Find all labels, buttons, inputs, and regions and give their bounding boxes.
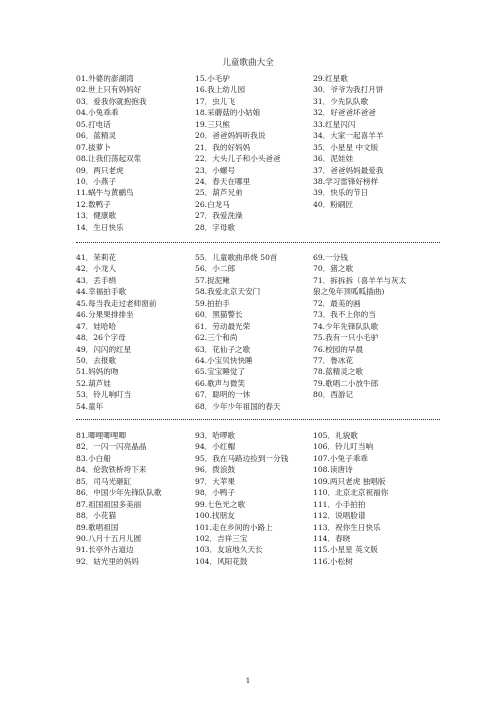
song-list-item: 36．泥娃娃 bbox=[313, 154, 354, 164]
song-list-item: 54.童年 bbox=[76, 401, 104, 411]
song-list-item: 89.歌唱祖国 bbox=[76, 522, 119, 532]
song-list-item: 24．春天在哪里 bbox=[195, 176, 251, 186]
song-list-item: 83.小白船 bbox=[76, 453, 111, 463]
song-list-item: 86．中国少年先锋队队歌 bbox=[76, 488, 162, 498]
song-list-item: 113．祝你生日快乐 bbox=[313, 522, 381, 532]
song-list-item: 98．小鸭子 bbox=[195, 488, 236, 498]
song-column-3 bbox=[313, 430, 436, 567]
song-list-item: 52.葫芦娃 bbox=[76, 378, 111, 388]
song-list-item: 115.小星星 英文版 bbox=[313, 545, 378, 555]
song-list-item: 106．铃儿叮当响 bbox=[313, 442, 374, 452]
song-list-item: 82．一闪一闪亮晶晶 bbox=[76, 442, 147, 452]
song-list-item: 80．西游记 bbox=[313, 390, 354, 400]
song-list-item: 69.一分钱 bbox=[313, 253, 348, 262]
song-list-item: 35．小星星 中文版 bbox=[313, 142, 379, 152]
song-list-item: 109.两只老虎 独唱版 bbox=[313, 476, 386, 486]
song-column-3 bbox=[313, 252, 436, 401]
song-column-1 bbox=[76, 73, 194, 233]
song-list-item: 07.拔萝卜 bbox=[76, 142, 111, 152]
song-column-2 bbox=[195, 73, 313, 233]
song-list-item: 40．粉刷匠 bbox=[313, 199, 354, 209]
song-list-item: 17．虫儿飞 bbox=[195, 96, 236, 106]
song-list-item: 100.找朋友 bbox=[195, 511, 235, 521]
song-list-item: 77．鲁冰花 bbox=[313, 355, 354, 365]
song-section-3 bbox=[76, 430, 436, 570]
song-column-3 bbox=[313, 73, 436, 210]
song-list-item: 28．字母歌 bbox=[195, 222, 236, 232]
song-list-item: 108.读唐诗 bbox=[313, 465, 353, 475]
song-list-item: 02.世上只有妈妈好 bbox=[76, 85, 142, 95]
song-list-item: 92．姑光里的妈妈 bbox=[76, 556, 139, 566]
song-list-item: 05.打电话 bbox=[76, 119, 111, 129]
song-column-2 bbox=[195, 430, 313, 567]
song-list-item: 26.白龙马 bbox=[195, 199, 230, 209]
page-number: 1 bbox=[245, 676, 251, 685]
song-list-item: 01.外婆的澎湖湾 bbox=[76, 74, 134, 83]
song-list-item: 99.七色光之歌 bbox=[195, 499, 246, 509]
song-list-item: 25．葫芦兄弟 bbox=[195, 188, 243, 198]
song-list-item: 74.少年先锋队队歌 bbox=[313, 321, 379, 331]
song-list-item: 10．小燕子 bbox=[76, 176, 117, 186]
song-list-item: 34．大家一起喜羊羊 bbox=[313, 131, 384, 141]
song-list-item: 53．铃儿响叮当 bbox=[76, 390, 132, 400]
song-list-item: 46.分果果排排坐 bbox=[76, 310, 134, 320]
song-list-item: 42．小龙人 bbox=[76, 264, 117, 274]
song-list-item: 93．哈啰歌 bbox=[195, 431, 236, 440]
song-list-item: 41．茉莉花 bbox=[76, 253, 117, 262]
song-list-item: 62.三个和尚 bbox=[195, 333, 238, 343]
song-list-item: 76.校园的早晨 bbox=[313, 344, 364, 354]
song-list-item: 116.小松树 bbox=[313, 556, 353, 566]
song-list-item: 97．大苹果 bbox=[195, 476, 236, 486]
song-list-item: 112．说唱脸谱 bbox=[313, 511, 366, 521]
song-list-item: 22．大头儿子和小头爸爸 bbox=[195, 154, 281, 164]
song-section-1 bbox=[76, 73, 436, 235]
song-list-item: 33.红星闪闪 bbox=[313, 119, 356, 129]
song-list-item: 30．爷爷为我打月饼 bbox=[313, 85, 384, 95]
song-list-item: 38.学习雷锋好榜样 bbox=[313, 176, 379, 186]
song-list-item: 75.我有一只小毛驴 bbox=[313, 333, 379, 343]
song-list-item: 85．司马光砸缸 bbox=[76, 476, 132, 486]
song-list-item: 12.数鸭子 bbox=[76, 199, 111, 209]
song-list-item: 13．健康歌 bbox=[76, 211, 117, 221]
song-list-item: 95．我在马路边捡到一分钱 bbox=[195, 453, 289, 463]
song-list-item: 21．我的好妈妈 bbox=[195, 142, 251, 152]
song-list-item: 70．猪之歌 bbox=[313, 264, 354, 274]
song-list-item: 39．快乐的节日 bbox=[313, 188, 369, 198]
dotted-separator-2 bbox=[76, 419, 440, 420]
song-list-item: 67．聪明的一休 bbox=[195, 390, 251, 400]
dotted-separator-1 bbox=[76, 242, 440, 243]
song-list-item: 65.宝宝睡觉了 bbox=[195, 367, 246, 377]
song-list-item: 04.小兔乖乖 bbox=[76, 108, 119, 118]
song-list-item: 71．拆拆拆（喜羊羊与灰太 bbox=[313, 275, 407, 285]
song-list-item: 84．伦敦铁桥垮下来 bbox=[76, 465, 147, 475]
song-list-item: 15.小毛驴 bbox=[195, 74, 230, 83]
song-list-item: 43．丢手绢 bbox=[76, 275, 117, 285]
song-list-item: 57.捉泥鳅 bbox=[195, 275, 230, 285]
song-list-item: 20．爸爸妈妈听我说 bbox=[195, 131, 266, 141]
song-column-2 bbox=[195, 252, 313, 412]
song-list-item: 56．小二郎 bbox=[195, 264, 236, 274]
song-list-item: 101.走在乡间的小路上 bbox=[195, 522, 273, 532]
song-list-item: 102．吉祥三宝 bbox=[195, 533, 248, 543]
song-list-item: 16.我上幼儿园 bbox=[195, 85, 246, 95]
song-list-item: 81.唧哩唧哩唧 bbox=[76, 431, 127, 440]
page-title: 儿童歌曲大全 bbox=[222, 58, 274, 68]
song-list-item: 66.歌声与微笑 bbox=[195, 378, 246, 388]
song-list-item: 107.小兔子乖乖 bbox=[313, 453, 368, 463]
song-list-item: 09．两只老虎 bbox=[76, 165, 124, 175]
song-list-item: 11.蜗牛与黄鹂鸟 bbox=[76, 188, 134, 198]
song-list-item: 96．拨浪鼓 bbox=[195, 465, 236, 475]
song-list-item: 49．闪闪的红星 bbox=[76, 344, 132, 354]
song-list-item: 90.八月十五月儿圆 bbox=[76, 533, 142, 543]
song-list-item: 狼之兔年顶呱呱插曲) bbox=[313, 287, 385, 297]
song-list-item: 104．风阳花鼓 bbox=[195, 556, 248, 566]
song-list-item: 105．礼貌歌 bbox=[313, 431, 358, 440]
song-list-item: 23．小螺号 bbox=[195, 165, 236, 175]
song-list-item: 55．儿童歌曲串烧 50首 bbox=[195, 253, 278, 262]
song-list-item: 73．我不上你的当 bbox=[313, 310, 376, 320]
song-list-item: 63．花仙子之歌 bbox=[195, 344, 251, 354]
song-list-item: 88．小花猫 bbox=[76, 511, 117, 521]
song-list-item: 94．小红帽 bbox=[195, 442, 236, 452]
song-list-item: 48．26个字母 bbox=[76, 333, 126, 343]
song-list-item: 50．去报歌 bbox=[76, 355, 117, 365]
song-list-item: 51.妈妈的吻 bbox=[76, 367, 119, 377]
song-list-item: 45.每当我走过老师窗前 bbox=[76, 298, 157, 308]
song-list-item: 47．娃哈哈 bbox=[76, 321, 117, 331]
song-list-item: 103．友谊地久天长 bbox=[195, 545, 263, 555]
song-list-item: 37．爸爸妈妈最爱我 bbox=[313, 165, 384, 175]
song-list-item: 31．少先队队歌 bbox=[313, 96, 369, 106]
song-list-item: 58.我爱北京天安门 bbox=[195, 287, 261, 297]
song-list-item: 78.蓝精灵之歌 bbox=[313, 367, 364, 377]
song-list-item: 87.祖国祖国多美丽 bbox=[76, 499, 142, 509]
song-list-item: 59.拍拍手 bbox=[195, 298, 230, 308]
song-list-item: 32．好爸爸坏爸爸 bbox=[313, 108, 376, 118]
song-list-item: 27．我爱洗澡 bbox=[195, 211, 243, 221]
song-list-item: 14．生日快乐 bbox=[76, 222, 124, 232]
song-list-item: 110．北京北京祝福你 bbox=[313, 488, 389, 498]
song-list-item: 44.幸福拍手歌 bbox=[76, 287, 127, 297]
song-list-item: 91.长亭外古道边 bbox=[76, 545, 134, 555]
song-list-item: 111．小手拍拍 bbox=[313, 499, 366, 509]
song-list-item: 08.让我们荡起双浆 bbox=[76, 154, 142, 164]
song-list-item: 60．黑猫警长 bbox=[195, 310, 243, 320]
song-list-item: 72．最美的画 bbox=[313, 298, 361, 308]
song-section-2 bbox=[76, 252, 436, 414]
song-list-item: 79.歌唱二小放牛郎 bbox=[313, 378, 379, 388]
song-list-item: 64.小宝贝快快睡 bbox=[195, 355, 253, 365]
song-list-item: 06．蓝精灵 bbox=[76, 131, 117, 141]
song-list-item: 114．春晓 bbox=[313, 533, 351, 543]
song-list-item: 29.红星歌 bbox=[313, 74, 348, 83]
song-list-item: 18.采蘑菇的小姑娘 bbox=[195, 108, 261, 118]
song-column-1 bbox=[76, 430, 194, 567]
song-list-item: 68．少年少年祖国的春天 bbox=[195, 401, 281, 411]
song-list-item: 19.三只熊 bbox=[195, 119, 230, 129]
song-list-item: 03．爱我你就抱抱我 bbox=[76, 96, 147, 106]
song-list-item: 61．劳动最光荣 bbox=[195, 321, 251, 331]
song-column-1 bbox=[76, 252, 194, 412]
